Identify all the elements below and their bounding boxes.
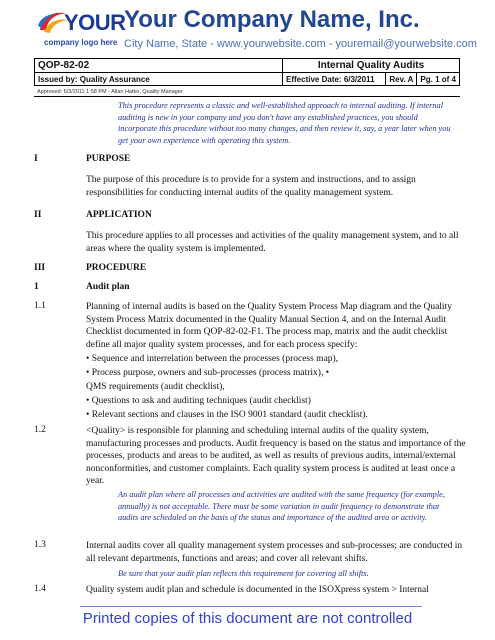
bullet-item: • Questions to ask and auditing techniques (audit checklist): [86, 396, 311, 406]
issued-by: Issued by: Quality Assurance: [35, 73, 283, 86]
paragraph-1-3-text: Internal audits cover all quality management system processes and sub-processes; are conducted in all relevant departments, functions and areas; and cover all relevant shifts.: [86, 541, 463, 564]
section-number: II: [34, 210, 42, 220]
revision: Rev. A: [386, 73, 417, 86]
audit-frequency-note: An audit plan where all processes and activities are audited with the same frequency (for example, annually) is not acceptable. There must be some variation in audit frequency to demonstrate that audits are scheduled on the basis of the status and importance of the audited area or activity.: [118, 490, 445, 522]
document-title: Internal Quality Audits: [283, 59, 460, 73]
purpose-text: The purpose of this procedure is to provide for a system and instructions, and to assign responsibilities for conducting internal audits of the quality management system.: [86, 175, 416, 198]
application-text: This procedure applies to all processes and activities of the quality management system, and to all areas where the quality system is implemented.: [86, 231, 459, 254]
bullet-item: • Sequence and interrelation between the processes (process map),: [86, 354, 339, 364]
uncontrolled-copy-notice: Printed copies of this document are not controlled: [82, 610, 413, 627]
company-logo: [36, 8, 126, 52]
section-number: III: [34, 263, 46, 273]
paragraph-number: 1.2: [34, 425, 46, 435]
footer-divider: [80, 606, 422, 607]
bullet-item: QMS requirements (audit checklist),: [86, 382, 225, 392]
approval-line: Approved: 6/3/2011 1:58 PM - Allan Hatko, Quality Manager: [34, 88, 460, 97]
subsection-heading-audit-plan: Audit plan: [86, 282, 130, 292]
section-heading-procedure: PROCEDURE: [86, 263, 147, 273]
effective-date: Effective Date: 6/3/2011: [283, 73, 386, 86]
paragraph-1-2-text: <Quality> is responsible for planning and scheduling internal audits of the quality system, manufacturing processes and products. Audit frequency is based on the status and importance of the processes, products and areas to be audited, as well as results of previous audits, internal/external nonconformities, and customer complaints. Each quality system process is audited at least once a year.: [86, 426, 466, 486]
document-code: QOP-82-02: [35, 59, 283, 73]
control-row-2: [35, 73, 460, 86]
letterhead: [0, 0, 495, 58]
paragraph-1-1-text: Planning of internal audits is based on the Quality System Process Map diagram and the Quality System Process Matrix documented in the Quality Manual Section 4, and on the Internal Audit Checklist documented in form QOP-82-02-F1. The process map, matrix and the audit checklist define all major quality system processes, and for each process specify:: [86, 302, 452, 350]
paragraph-number: 1.3: [34, 540, 46, 550]
document-control-table: [34, 58, 460, 86]
section-number: I: [34, 154, 38, 164]
paragraph-1-4-text: Quality system audit plan and schedule is documented in the ISOXpress system > Internal: [86, 585, 429, 595]
section-heading-application: APPLICATION: [86, 210, 152, 220]
intro-note: This procedure represents a classic and well-established approach to internal auditing. If internal auditing is new in your company and you don't have any established practices, you should incorporate this procedure without too many changes, and then review it, say, a year later when you get your own experience with operating this system.: [118, 101, 451, 145]
section-heading-purpose: PURPOSE: [86, 154, 131, 164]
shifts-note: Be sure that your audit plan reflects this requirement for covering all shifts.: [118, 569, 369, 578]
paragraph-number: 1.1: [34, 301, 46, 311]
control-row-1: [35, 59, 460, 73]
paragraph-number: 1.4: [34, 584, 46, 594]
logo-tagline: company logo here: [44, 38, 118, 47]
subsection-number: 1: [34, 282, 39, 292]
logo-wordmark: YOUR: [64, 10, 126, 35]
page-count: Pg. 1 of 4: [417, 73, 460, 86]
company-name: Your Company Name, Inc.: [124, 6, 420, 33]
contact-line: City Name, State - www.yourwebsite.com - youremail@yourwebsite.com: [124, 38, 477, 50]
bullet-item: • Process purpose, owners and sub-processes (process matrix), •: [86, 368, 330, 378]
bullet-item: • Relevant sections and clauses in the ISO 9001 standard (audit checklist).: [86, 410, 368, 420]
